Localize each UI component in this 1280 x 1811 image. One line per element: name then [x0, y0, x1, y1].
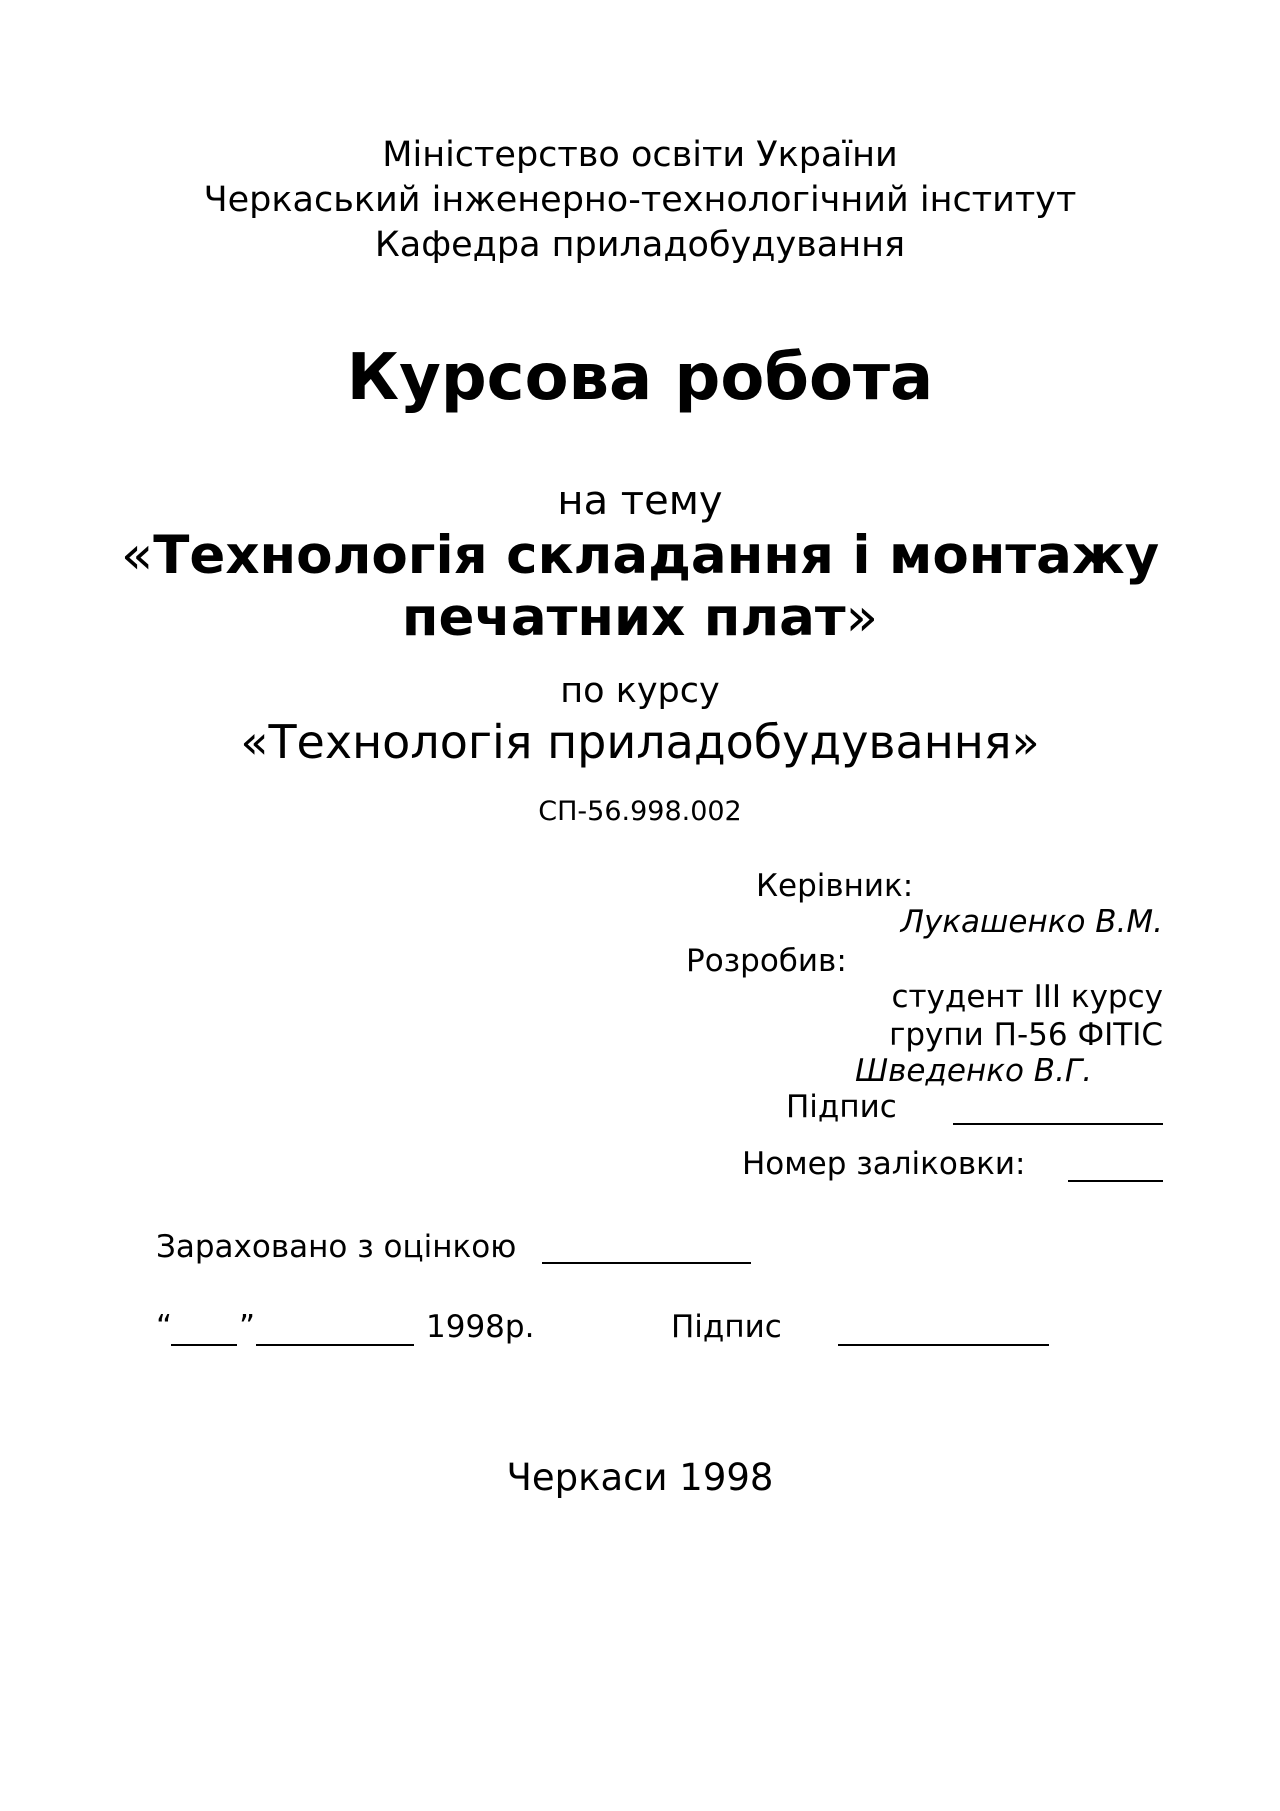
topic-line-1 [0, 525, 1280, 586]
topic-close-quote: » [845, 587, 879, 648]
city-year: Черкаси 1998 [506, 1456, 774, 1499]
signature-label: Підпис [786, 1089, 897, 1125]
topic-text-1: Технологія складання і монтажу [153, 525, 1160, 586]
theme-label: на тему [557, 478, 723, 524]
supervisor-name: Лукашенко В.М. [900, 904, 1163, 940]
record-book-label: Номер заліковки: [742, 1146, 1026, 1182]
supervisor-label: Керівник: [756, 868, 914, 904]
record-book-line [1068, 1180, 1163, 1182]
student-year: студент ІІІ курсу [891, 979, 1163, 1015]
signature-line [953, 1123, 1163, 1125]
date-month-line [256, 1344, 414, 1346]
document-code: СП-56.998.002 [538, 796, 742, 827]
course-name: «Технологія приладобудування» [240, 715, 1040, 769]
date-close-quote: ” [239, 1309, 256, 1345]
date-open-quote: “ [156, 1309, 173, 1345]
document-title: Курсова робота [346, 341, 934, 415]
grade-label: Зараховано з оцінкою [156, 1229, 517, 1265]
signature-label-2: Підпис [671, 1309, 782, 1345]
developer-label: Розробив: [686, 943, 847, 979]
student-name: Шведенко В.Г. [855, 1053, 1093, 1089]
course-label: по курсу [560, 671, 720, 711]
signature-line-2 [838, 1344, 1049, 1346]
ministry-name: Міністерство освіти України [382, 135, 898, 175]
grade-line [542, 1262, 751, 1264]
date-day-line [171, 1344, 237, 1346]
date-year: 1998р. [426, 1309, 535, 1345]
topic-text-2: печатних плат [401, 587, 846, 648]
student-group: групи П-56 ФІТІС [889, 1017, 1163, 1053]
department-name: Кафедра приладобудування [374, 225, 906, 265]
topic-line-2 [0, 587, 1280, 648]
institute-name: Черкаський інженерно-технологічний інститут [203, 180, 1077, 220]
topic-open-quote: « [120, 525, 154, 586]
